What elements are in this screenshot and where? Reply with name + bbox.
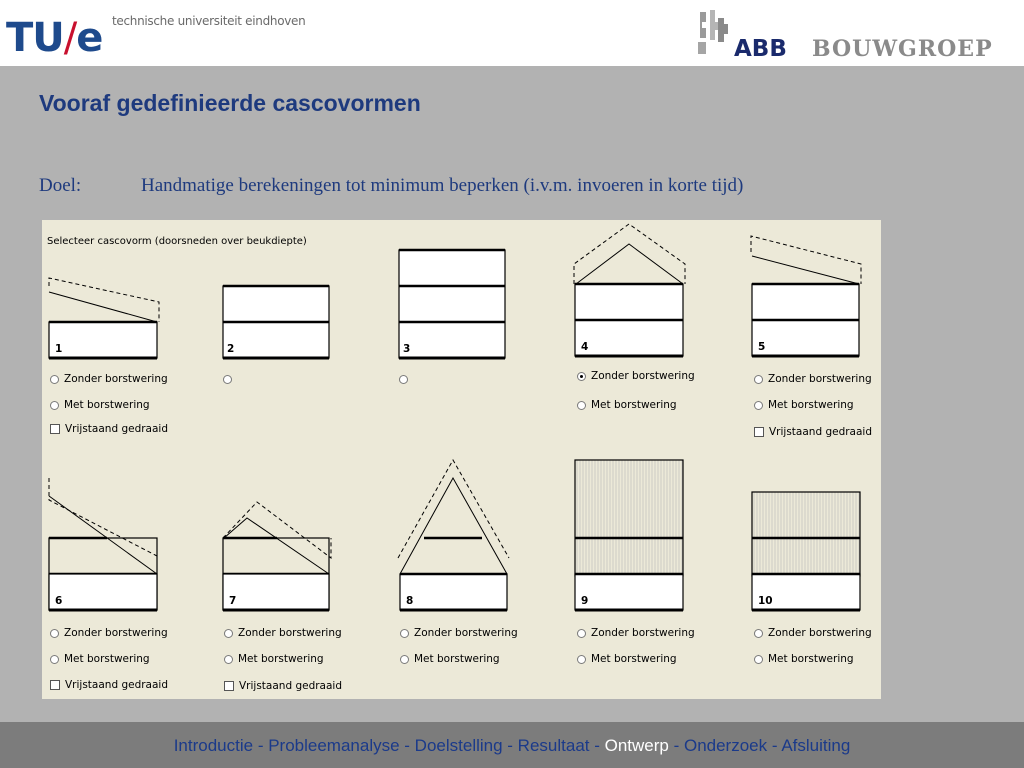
option-label: Met borstwering [238,653,324,665]
option-label: Met borstwering [64,399,150,411]
radio-button[interactable] [50,375,59,384]
shape-6-option-met[interactable] [50,652,150,666]
option-label: Met borstwering [768,399,854,411]
shape-6-option-vrijstaand[interactable] [50,678,168,692]
shape-4-option-zonder[interactable] [577,369,695,383]
footer [0,722,1024,768]
radio-button[interactable] [577,629,586,638]
checkbox[interactable] [50,680,60,690]
shape-4-option-met[interactable] [577,398,677,412]
tue-logo [6,14,102,62]
option-label: Zonder borstwering [768,627,872,639]
radio-button[interactable] [50,655,59,664]
shape-number: 5 [758,341,766,353]
radio-button[interactable] [400,629,409,638]
option-label: Vrijstaand gedraaid [769,426,873,438]
shape-5-option-zonder[interactable] [754,372,872,386]
shape-number: 7 [229,595,237,607]
shape-9-drawing[interactable] [573,458,687,614]
option-label: Vrijstaand gedraaid [65,679,169,691]
shape-selection-panel [42,220,881,699]
shape-5-option-vrijstaand[interactable] [754,425,872,439]
shape-5-option-met[interactable] [754,398,854,412]
nav-afsluiting[interactable]: Afsluiting [781,736,851,755]
shape-9-option-zonder[interactable] [577,626,695,640]
option-label: Zonder borstwering [414,627,518,639]
option-label: Vrijstaand gedraaid [239,680,343,692]
shape-number: 6 [55,595,63,607]
shape-3-option[interactable] [399,372,408,386]
shape-8-drawing[interactable] [396,458,512,614]
shape-2-drawing[interactable] [221,282,333,362]
abb-bouwgroep-logo [694,6,1018,62]
shape-7-option-met[interactable] [224,652,324,666]
nav-probleemanalyse[interactable]: Probleemanalyse [268,736,400,755]
bouwgroep-text: BOUWGROEP [812,36,993,62]
option-label: Zonder borstwering [591,627,695,639]
nav-separator: - [668,736,684,755]
shape-number: 9 [581,595,589,607]
checkbox[interactable] [224,681,234,691]
header [0,0,1024,66]
shape-number: 8 [406,595,414,607]
radio-button[interactable] [400,655,409,664]
shape-6-option-zonder[interactable] [50,626,168,640]
shape-number: 10 [758,595,773,607]
shape-10-option-zonder[interactable] [754,626,872,640]
tue-subtitle: technische universiteit eindhoven [112,14,306,28]
abb-mark-icon [694,8,734,58]
goal-text: Handmatige berekeningen tot minimum beperken (i.v.m. invoeren in korte tijd) [141,175,744,196]
nav-ontwerp-current[interactable]: Ontwerp [604,736,669,755]
shape-10-drawing[interactable] [750,490,864,614]
shape-7-drawing[interactable] [221,500,335,614]
shape-2-option[interactable] [223,372,232,386]
radio-button[interactable] [399,375,408,384]
shape-5-drawing[interactable] [749,234,865,362]
option-label: Vrijstaand gedraaid [65,423,169,435]
option-label: Zonder borstwering [768,373,872,385]
option-label: Met borstwering [591,399,677,411]
radio-button[interactable] [754,401,763,410]
shape-4-drawing[interactable] [572,220,688,362]
option-label: Met borstwering [768,653,854,665]
option-label: Zonder borstwering [591,370,695,382]
radio-button[interactable] [50,629,59,638]
radio-button[interactable] [224,629,233,638]
shape-8-option-met[interactable] [400,652,500,666]
nav-resultaat[interactable]: Resultaat [517,736,590,755]
shape-1-option-vrijstaand[interactable] [50,422,168,436]
option-label: Met borstwering [591,653,677,665]
option-label: Zonder borstwering [238,627,342,639]
radio-button[interactable] [754,655,763,664]
shape-10-option-met[interactable] [754,652,854,666]
shape-7-option-vrijstaand[interactable] [224,679,342,693]
radio-button[interactable] [224,655,233,664]
option-label: Zonder borstwering [64,627,168,639]
shape-number: 4 [581,341,589,353]
shape-number: 1 [55,343,63,355]
radio-button[interactable] [223,375,232,384]
radio-button[interactable] [754,375,763,384]
nav-separator: - [399,736,415,755]
radio-button[interactable] [577,401,586,410]
shape-1-option-zonder[interactable] [50,372,168,386]
footer-navigation [0,736,1024,756]
abb-text: ABB [734,36,787,62]
radio-button-selected[interactable] [577,372,586,381]
nav-doelstelling[interactable]: Doelstelling [414,736,503,755]
shape-8-option-zonder[interactable] [400,626,518,640]
panel-caption: Selecteer cascovorm (doorsneden over beukdiepte) [47,236,307,247]
shape-number: 3 [403,343,411,355]
nav-separator: - [767,736,782,755]
option-label: Zonder borstwering [64,373,168,385]
shape-7-option-zonder[interactable] [224,626,342,640]
radio-button[interactable] [50,401,59,410]
nav-separator: - [502,736,518,755]
nav-separator: - [253,736,269,755]
option-label: Met borstwering [64,653,150,665]
page-title: Vooraf gedefinieerde cascovormen [39,90,421,116]
shape-3-drawing[interactable] [397,246,509,362]
shape-number: 2 [227,343,235,355]
nav-separator: - [589,736,605,755]
tue-logo-left: TU [6,15,64,61]
radio-button[interactable] [577,655,586,664]
shape-1-option-met[interactable] [50,398,150,412]
option-label: Met borstwering [414,653,500,665]
goal-label: Doel: [39,175,82,196]
shape-1-drawing[interactable] [47,274,161,360]
tue-logo-right: e [76,15,103,61]
nav-introductie[interactable]: Introductie [173,736,254,755]
tue-logo-slash: / [63,15,77,61]
checkbox[interactable] [754,427,764,437]
nav-onderzoek[interactable]: Onderzoek [683,736,768,755]
checkbox[interactable] [50,424,60,434]
shape-9-option-met[interactable] [577,652,677,666]
radio-button[interactable] [754,629,763,638]
shape-6-drawing[interactable] [47,476,161,614]
